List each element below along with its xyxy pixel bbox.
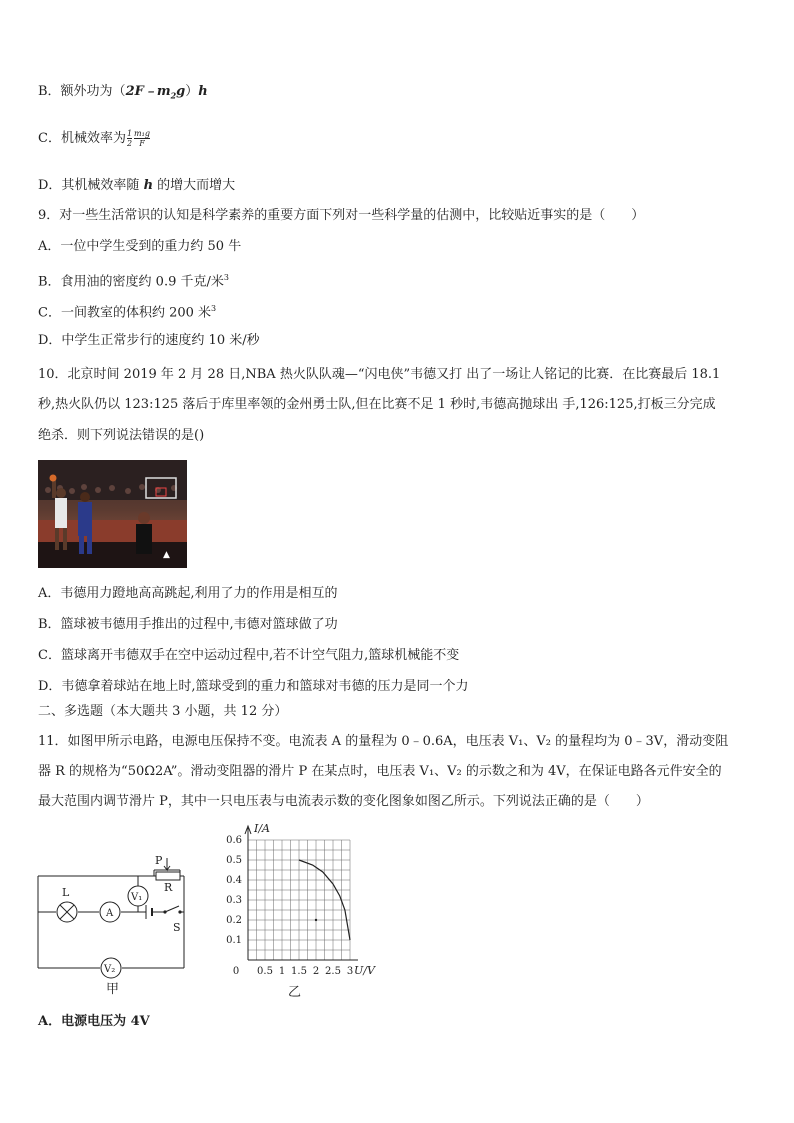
label-p: P [155,854,163,867]
q8-option-d [38,177,235,195]
y-tick-label: 0.2 [226,915,242,926]
fraction-efficiency [134,129,150,148]
q10-option-c: C．篮球离开韦德双手在空中运动过程中,若不计空气阻力,篮球机械能不变 [38,648,460,663]
q8-option-b-text: B．额外功为（ [38,84,126,99]
x-tick-label: 3 [346,966,354,977]
circuit-diagram [34,850,204,1000]
y-tick-label: 0.1 [226,935,242,946]
basketball-photo [38,460,187,568]
q9-stem: 9．对一些生活常识的认知是科学素养的重要方面下列对一些科学量的估测中，比较贴近事实的是（ ） [38,208,645,223]
q9-option-a: A．一位中学生受到的重力约 50 牛 [38,239,242,254]
rheostat-r [156,872,180,880]
q9-option-d: D．中学生正常步行的速度约 10 米/秒 [38,333,260,348]
y-tick-label: 0.5 [226,855,242,866]
svg-text:▲: ▲ [163,550,170,560]
current-voltage-graph [208,820,388,1000]
frac-den: F [139,139,145,148]
x-axis-label: U/V [354,964,375,977]
q10-stem-line2: 秒,热火队仍以 123:125 落后于库里率领的金州勇士队,但在比赛不足 1 秒时,韦德高抛球出 手,126:125,打板三分完成 [38,397,716,412]
graph-caption: 乙 [288,985,302,1000]
q8-option-b-math: 2F﹣m [125,84,171,99]
battery-icon [146,905,156,919]
label-s: S [173,921,181,934]
q10-option-a: A．韦德用力蹬地高高跳起,利用了力的作用是相互的 [38,586,338,601]
q10-option-b: B．篮球被韦德用手推出的过程中,韦德对篮球做了功 [38,617,338,632]
x-tick-label: 1.5 [291,966,307,977]
q10-stem-line3: 绝杀．则下列说法错误的是() [38,428,205,443]
fraction-half [127,129,132,148]
q9-option-b-sup: 3 [223,273,229,282]
q9-option-c [38,300,216,322]
frac-den: 2 [126,139,133,148]
q11-stem-line1: 11．如图甲所示电路，电源电压保持不变。电流表 A 的量程为 0﹣0.6A，电压表 V₁、V₂ 的量程均为 0﹣3V，滑动变阻 [38,734,729,749]
q11-stem-line2: 器 R 的规格为“50Ω2A”。滑动变阻器的滑片 P 在某点时，电压表 V₁、V₂ 的示数之和为 4V，在保证电路各元件安全的 [38,764,722,779]
q8-option-d-post: 的增大而增大 [153,178,236,193]
q8-option-b-sub: 2 [170,90,177,101]
basketball-photo-illustration [38,460,187,568]
circuit-caption: 甲 [106,982,120,997]
x-tick-label: 2 [312,966,320,977]
y-tick-label: 0.3 [226,895,242,906]
graph-tick-labels [226,822,376,1000]
q8-option-b-h: h [198,84,208,99]
q8-option-b-g: g [176,84,186,99]
q8-option-b [38,83,208,105]
x-tick-label: 1 [278,966,286,977]
y-tick-label: 0.6 [226,835,242,846]
switch-s [163,906,181,914]
y-axis-label: I/A [254,822,270,835]
label-v1: V₁ [131,892,143,903]
q8-option-d-h: h [143,178,154,193]
q11-stem-line3: 最大范围内调节滑片 P，其中一只电压表与电流表示数的变化图象如图乙所示。下列说法正确的是（ ） [38,794,649,809]
label-a: A [106,908,114,919]
label-v2: V₂ [104,964,116,975]
q10-option-d: D．韦德拿着球站在地上时,篮球受到的重力和篮球对韦德的压力是同一个力 [38,679,469,694]
q8-option-d-text: D．其机械效率随 [38,178,144,193]
section-heading-multiple-choice: 二、多选题（本大题共 3 小题，共 12 分） [38,704,288,719]
q9-option-b-text: B．食用油的密度约 0.9 千克/米 [38,274,224,290]
label-l: L [62,886,70,899]
q10-stem-line1: 10．北京时间 2019 年 2 月 28 日,NBA 热火队队魂—“闪电侠”韦德又打 出了一场让人铭记的比赛．在比赛最后 18.1 [38,367,721,382]
x-tick-label: 2.5 [325,966,341,977]
x-tick-label: 0.5 [257,966,273,977]
x-tick-label: 0 [232,966,240,977]
y-tick-label: 0.4 [226,875,242,886]
q8-option-b-close: ） [185,84,199,99]
q9-option-c-text: C．一间教室的体积约 200 米 [38,305,212,321]
graph-grid [248,840,350,960]
q9-option-b [38,269,229,291]
frac-num: m₁g [134,129,150,138]
q9-option-c-sup: 3 [211,304,217,313]
q8-option-c [38,129,151,148]
q11-option-a [38,1013,150,1031]
slider-arrow-icon [164,858,170,870]
q11-option-a-text: A．电源电压为 4V [38,1014,150,1029]
q8-option-c-text: C．机械效率为 [38,131,126,146]
frac-num: 1 [126,129,133,138]
graph-dot [315,919,317,921]
label-r: R [164,881,173,894]
lamp-l [57,902,77,922]
